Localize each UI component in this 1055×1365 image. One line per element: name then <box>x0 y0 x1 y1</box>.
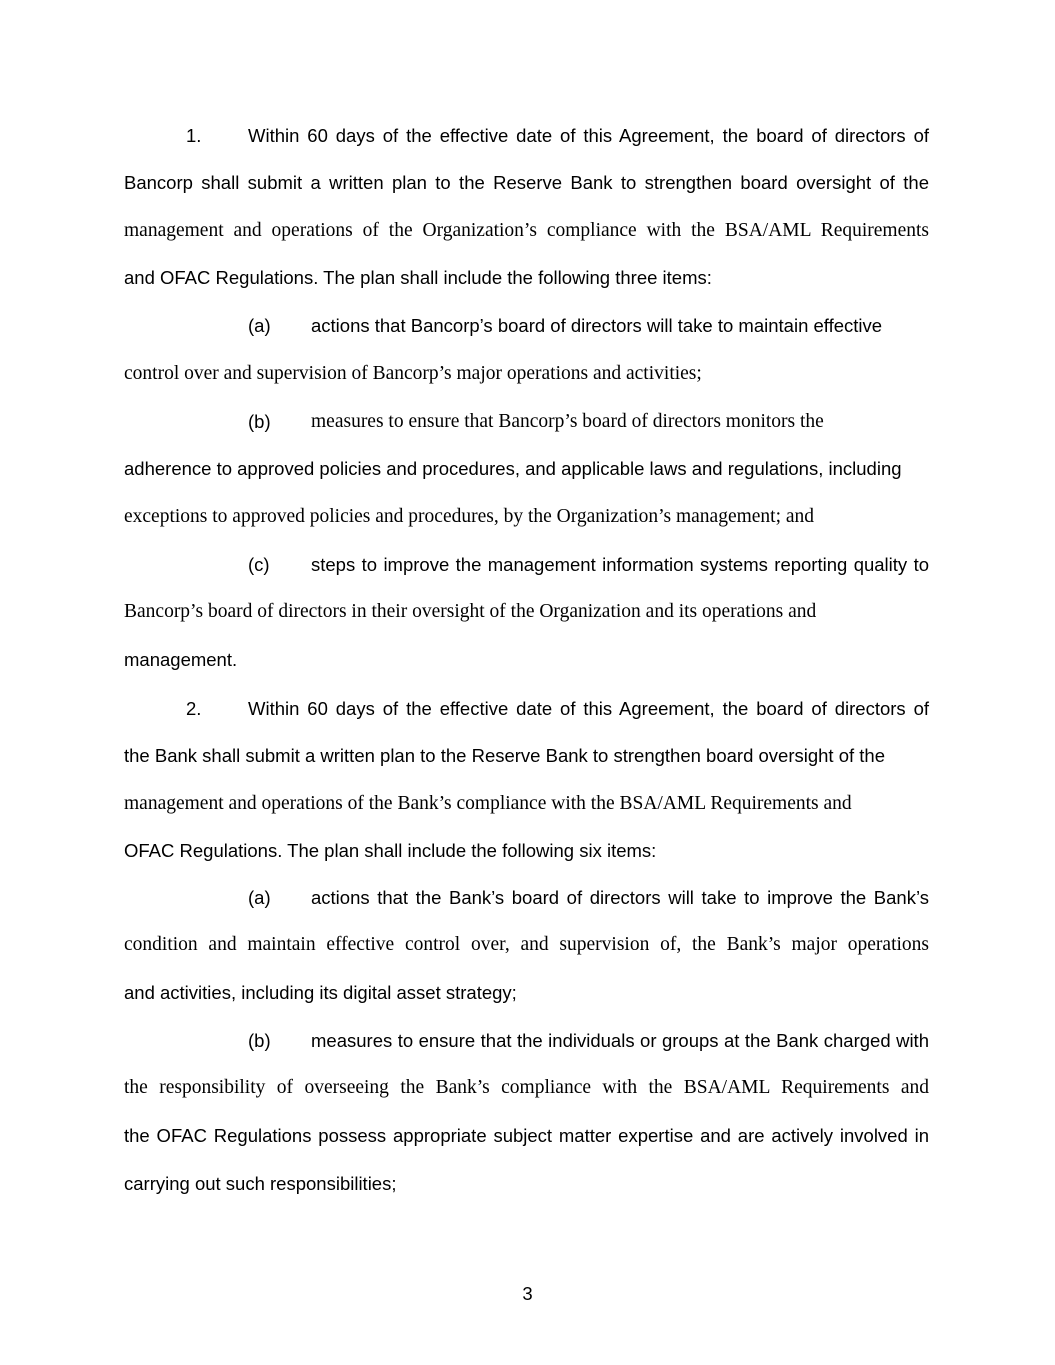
page-number: 3 <box>522 1283 533 1304</box>
item-2b-line-4: carrying out such responsibilities; <box>124 1173 397 1194</box>
paragraph-2-line-4: OFAC Regulations. The plan shall include the following six items: <box>124 840 657 861</box>
item-1b-line-3: exceptions to approved policies and procedures, by the Organization’s management; and <box>124 506 815 527</box>
item-1a-label: (a) <box>248 315 271 336</box>
item-1b-line-2: adherence to approved policies and procedures, and applicable laws and regulations, including <box>124 458 902 479</box>
item-2a-line-3: and activities, including its digital asset strategy; <box>124 982 517 1003</box>
item-1b-line-1: measures to ensure that Bancorp’s board of directors monitors the <box>311 411 824 432</box>
item-2b-line-3: the OFAC Regulations possess appropriate subject matter expertise and are actively involved in <box>124 1125 929 1146</box>
paragraph-1-line-4: and OFAC Regulations. The plan shall include the following three items: <box>124 267 712 288</box>
item-2b-label: (b) <box>248 1030 271 1051</box>
paragraph-2-line-2: the Bank shall submit a written plan to the Reserve Bank to strengthen board oversight of the <box>124 745 885 766</box>
paragraph-2-line-3: management and operations of the Bank’s compliance with the BSA/AML Requirements and <box>124 793 852 814</box>
item-1a-line-1: actions that Bancorp’s board of directors will take to maintain effective <box>311 315 883 336</box>
item-2b-line-2: the responsibility of overseeing the Bank’s compliance with the BSA/AML Requirements and <box>124 1077 929 1098</box>
item-1a-line-2: control over and supervision of Bancorp’s major operations and activities; <box>124 363 702 384</box>
paragraph-2-number: 2. <box>186 698 202 719</box>
paragraph-1-number: 1. <box>186 125 202 146</box>
item-2a-label: (a) <box>248 887 271 908</box>
paragraph-2-line-1: Within 60 days of the effective date of this Agreement, the board of directors of <box>248 698 929 719</box>
paragraph-1-line-2: Bancorp shall submit a written plan to the Reserve Bank to strengthen board oversight of the <box>124 172 929 193</box>
item-1c-line-1: steps to improve the management information systems reporting quality to <box>311 554 929 575</box>
item-1c-line-3: management. <box>124 649 238 670</box>
item-2a-line-2: condition and maintain effective control over, and supervision of, the Bank’s major operations <box>124 934 929 955</box>
item-2a-line-1: actions that the Bank’s board of directors will take to improve the Bank’s <box>311 887 929 908</box>
item-1b-label: (b) <box>248 411 271 432</box>
paragraph-1-line-3: management and operations of the Organization’s compliance with the BSA/AML Requirements <box>124 220 929 241</box>
paragraph-1-line-1: Within 60 days of the effective date of this Agreement, the board of directors of <box>248 125 929 146</box>
item-1c-label: (c) <box>248 554 270 575</box>
item-2b-line-1: measures to ensure that the individuals or groups at the Bank charged with <box>311 1030 929 1051</box>
item-1c-line-2: Bancorp’s board of directors in their oversight of the Organization and its operations and <box>124 601 817 622</box>
